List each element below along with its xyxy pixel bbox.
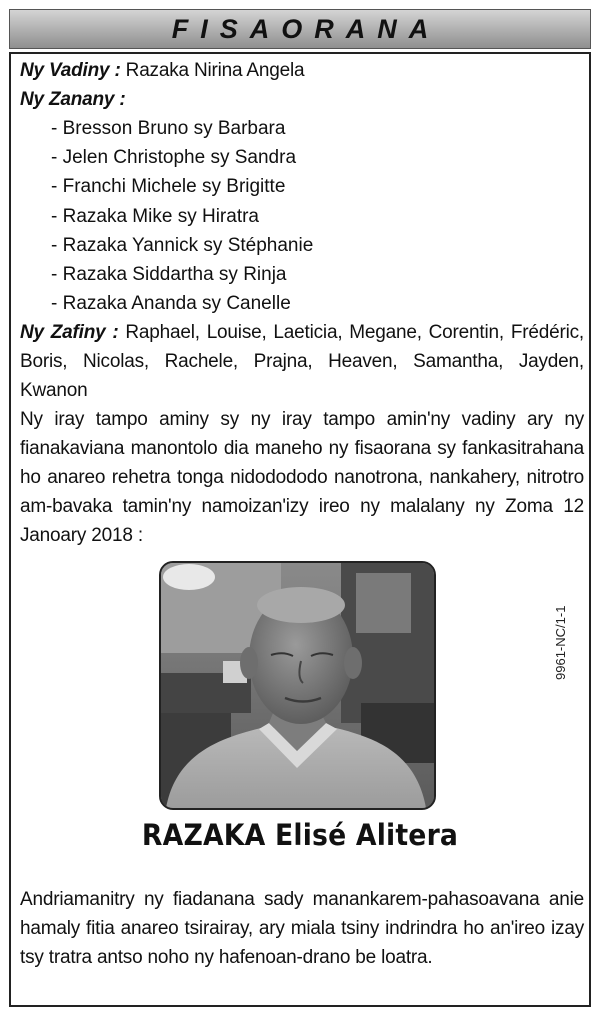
zanany-line: [20, 85, 584, 114]
reference-code: 9961-NC/1-1: [553, 605, 568, 680]
list-item: - Franchi Michele sy Brigitte: [51, 176, 286, 198]
zafiny-paragraph: [20, 318, 584, 405]
zafiny-value: Raphael, Louise, Laeticia, Megane, Corentin, Frédéric, Boris, Nicolas, Rachele, Prajna, Heaven, Samantha, Jayden, Kwanon: [20, 322, 584, 401]
portrait-photo: [159, 561, 436, 810]
closing-paragraph: Andriamanitry ny fiadanana sady manankarem-pahasoavana anie hamaly fitia anareo tsirairay, ary miala tsiny indrindra ho an'ireo izay tsy tratra antso noho ny hafenoan-drano be loatra.: [20, 889, 584, 968]
header-title: FISAORANA: [171, 13, 441, 44]
zafiny-label: Ny Zafiny :: [20, 322, 119, 343]
list-item: - Razaka Ananda sy Canelle: [51, 293, 291, 315]
list-item: - Razaka Mike sy Hiratra: [51, 205, 259, 227]
vadiny-label: Ny Vadiny :: [20, 60, 121, 81]
list-item: - Razaka Siddartha sy Rinja: [51, 264, 287, 286]
message-paragraph: Ny iray tampo aminy sy ny iray tampo amin'ny vadiny ary ny fianakaviana manontolo dia maneho ny fisaorana sy fankasitrahana ho anareo rehetra tonga nidodododo nanotrona, nankahery, nitrotro am-bavaka tamin'ny namoizan'izy ireo ny malalany ny Zoma 12 Janoary 2018 :: [20, 409, 584, 546]
list-item: - Jelen Christophe sy Sandra: [51, 147, 297, 169]
vadiny-line: [20, 56, 584, 85]
header-banner: [9, 9, 591, 49]
list-item: - Razaka Yannick sy Stéphanie: [51, 234, 314, 256]
list-item: - Bresson Bruno sy Barbara: [51, 118, 286, 139]
vadiny-value: Razaka Nirina Angela: [125, 60, 305, 81]
zanany-list: [51, 114, 313, 318]
zanany-label: Ny Zanany :: [20, 89, 126, 110]
portrait-image: [161, 563, 434, 808]
deceased-name: RAZAKA Elisé Alitera: [141, 818, 459, 852]
